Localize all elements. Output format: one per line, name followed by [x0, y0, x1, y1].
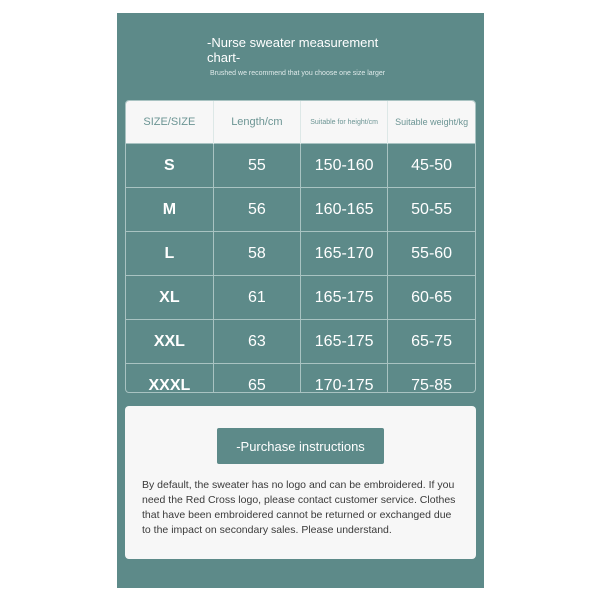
cell-height: 165-175	[301, 320, 388, 364]
instructions-text: By default, the sweater has no logo and can be embroidered. If you need the Red Cross logo, please contact customer service. Clothes that have been embroidered cannot be returned or exchanged due to the impact on secondary sales. Please understand.	[142, 479, 456, 536]
cell-height: 170-175	[301, 364, 388, 394]
cell-size: XL	[126, 276, 213, 320]
cell-weight: 65-75	[388, 320, 475, 364]
chart-subtitle: Brushed we recommend that you choose one size larger	[210, 70, 386, 77]
chart-title: -Nurse sweater measurement chart-	[207, 35, 379, 65]
header-height: Suitable for height/cm	[301, 101, 388, 144]
cell-weight: 55-60	[388, 232, 475, 276]
table-row	[126, 276, 475, 320]
cell-weight: 60-65	[388, 276, 475, 320]
size-table	[125, 100, 476, 393]
cell-height: 165-175	[301, 276, 388, 320]
cell-weight: 75-85	[388, 364, 475, 394]
purchase-instructions-button[interactable]: -Purchase instructions	[217, 428, 384, 464]
table-row	[126, 364, 475, 394]
header-length: Length/cm	[213, 101, 300, 144]
cell-length: 61	[213, 276, 300, 320]
cell-height: 160-165	[301, 188, 388, 232]
purchase-instructions-card	[125, 406, 476, 559]
cell-height: 150-160	[301, 144, 388, 188]
cell-length: 56	[213, 188, 300, 232]
cell-weight: 50-55	[388, 188, 475, 232]
cell-size: S	[126, 144, 213, 188]
cell-size: XXL	[126, 320, 213, 364]
header-size: SIZE/SIZE	[126, 101, 213, 144]
cell-length: 63	[213, 320, 300, 364]
cell-size: M	[126, 188, 213, 232]
cell-height: 165-170	[301, 232, 388, 276]
table-header-row	[126, 101, 475, 144]
table-row	[126, 232, 475, 276]
cell-weight: 45-50	[388, 144, 475, 188]
cell-size: L	[126, 232, 213, 276]
table-row	[126, 320, 475, 364]
table-row	[126, 188, 475, 232]
size-chart-panel	[117, 13, 484, 588]
cell-length: 55	[213, 144, 300, 188]
cell-size: XXXL	[126, 364, 213, 394]
table-row	[126, 144, 475, 188]
cell-length: 58	[213, 232, 300, 276]
header-weight: Suitable weight/kg	[388, 101, 475, 144]
cell-length: 65	[213, 364, 300, 394]
